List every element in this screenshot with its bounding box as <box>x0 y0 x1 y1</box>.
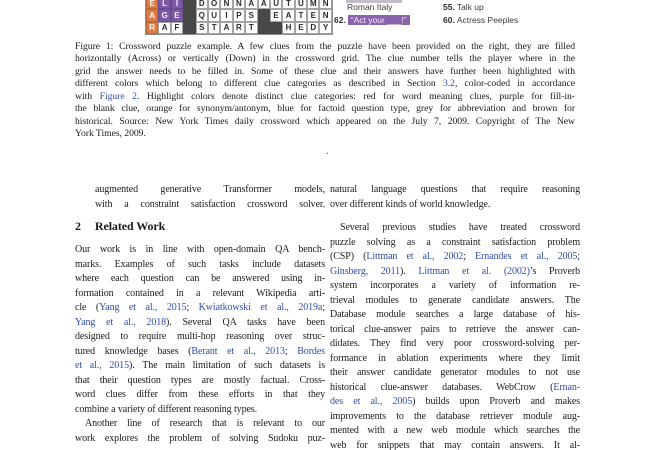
grid-letter-cell: Y <box>319 22 331 34</box>
text-line <box>75 78 575 90</box>
text-segment: ). The main limitation of such datasets is <box>129 360 325 371</box>
grid-letter-cell: R <box>146 22 158 34</box>
clue-list-left <box>334 1 440 27</box>
text-segment: Our work is in line with open-domain QA bench- <box>75 244 325 255</box>
text-segment: horizontally (Across) or vertically (Down) in the crossword grid. The clue number tells the player where in the <box>75 53 575 65</box>
citation-link[interactable]: Bordes <box>297 345 325 357</box>
text-line <box>75 183 325 198</box>
text-line <box>75 287 325 302</box>
grid-letter-cell: A <box>258 0 270 9</box>
text-segment: trieval modules to generate candidate answers. The <box>330 294 580 306</box>
grid-letter-cell: T <box>282 0 294 9</box>
text-segment: grid the answer needs to be filled in. Some of these clue and their answers have further been highlighted with <box>75 65 575 77</box>
grid-letter-cell: D <box>307 22 319 34</box>
text-line <box>75 91 575 103</box>
section-heading <box>75 219 325 234</box>
text-line <box>75 243 325 258</box>
citation-link[interactable]: des et al., 2005 <box>330 396 413 407</box>
text-segment: word clues differ from these efforts in that they <box>75 389 325 400</box>
grid-letter-cell: T <box>245 22 257 34</box>
grid-letter-cell: P <box>233 9 245 21</box>
text-segment: that their question types are mostly factual. Cross- <box>75 374 325 386</box>
grid-letter-cell: Q <box>196 9 208 21</box>
text-segment: where each question can be answered using in- <box>75 273 325 284</box>
text-segment: work explores the problem of solving Sudoku puz- <box>75 432 325 444</box>
text-segment: ; <box>322 302 325 313</box>
text-segment: puzzle solving as a constraint satisfaction problem <box>330 236 580 248</box>
text-line <box>330 279 580 294</box>
grid-letter-cell: N <box>220 0 232 9</box>
text-segment: Another line of research that is relevant to our <box>85 418 325 429</box>
text-segment: ). Several QA tasks have been <box>166 316 325 328</box>
text-line <box>330 250 580 265</box>
text-line <box>330 221 580 236</box>
text-line <box>75 53 575 65</box>
text-segment: didates. They find very poor crossword-solving per- <box>330 338 580 349</box>
text-segment: combine a variety of different reasoning types. <box>75 403 257 415</box>
text-segment: marks. Examples of such tasks include datasets <box>75 258 325 270</box>
text-line <box>75 128 575 140</box>
grid-letter-cell: R <box>233 22 245 34</box>
text-segment: natural language questions that require reasoning <box>330 184 580 195</box>
clue-text: Talk up <box>456 2 484 12</box>
grid-letter-cell: E <box>270 9 282 21</box>
grid-letter-cell: N <box>319 9 331 21</box>
grid-black-cell <box>258 22 270 34</box>
citation-link[interactable]: Ernan- <box>553 381 580 393</box>
text-line <box>330 236 580 251</box>
citation-link[interactable]: Ginsberg, 2011 <box>330 265 401 277</box>
text-segment: the blank clue, orange for synonym/antonym, blue for factoid question type, grey for abbreviation and brown for <box>75 103 575 115</box>
grid-letter-cell: S <box>245 9 257 21</box>
text-segment: (CSP) ( <box>330 251 367 262</box>
text-line <box>75 41 575 53</box>
grid-letter-cell: H <box>282 22 294 34</box>
text-line <box>330 265 580 280</box>
text-segment: ’s Proverb <box>529 265 580 277</box>
grid-letter-cell: U <box>208 9 220 21</box>
grid-row <box>146 0 332 9</box>
text-line <box>330 352 580 367</box>
text-line <box>75 417 325 432</box>
text-segment: ; <box>186 302 199 313</box>
text-segment: cle ( <box>75 302 100 313</box>
clue-number: 60. <box>443 15 455 25</box>
text-segment: system incorporates a variety of information re- <box>330 280 580 291</box>
grid-letter-cell: A <box>146 9 158 21</box>
text-line <box>75 272 325 287</box>
divider-dot: . <box>326 146 329 157</box>
text-segment: Figure 1: Crossword puzzle example. A few clues from the puzzle have been provided on the right, they are filled <box>75 41 575 52</box>
grid-letter-cell: E <box>146 0 158 9</box>
text-segment: mented with a new web module which searches the <box>330 425 580 436</box>
grid-letter-cell: N <box>233 0 245 9</box>
text-segment: formance in ablation experiments where they limit <box>330 352 580 364</box>
clue-item <box>334 14 440 27</box>
text-line <box>330 294 580 309</box>
text-segment: ; <box>284 345 298 357</box>
text-line <box>330 395 580 410</box>
text-segment: improvements to the database retriever module aug- <box>330 410 580 422</box>
text-segment: York Times, 2009. <box>75 128 146 140</box>
text-line <box>330 323 580 338</box>
text-segment: designed to require multi-hop reasoning over struc- <box>75 331 325 342</box>
text-segment: ). <box>400 265 419 277</box>
text-line <box>75 359 325 374</box>
right-column-paragraphs <box>330 183 580 450</box>
grid-letter-cell: A <box>158 22 170 34</box>
clue-item <box>443 14 563 27</box>
grid-letter-cell: N <box>319 0 331 9</box>
grid-letter-cell: S <box>196 22 208 34</box>
text-line <box>330 381 580 396</box>
text-line <box>330 366 580 381</box>
citation-link[interactable]: Figure 2 <box>99 90 137 102</box>
text-segment: historical clue-answer databases. WebCrow ( <box>330 381 554 393</box>
crossword-grid <box>145 0 333 35</box>
text-line <box>75 374 325 389</box>
citation-link[interactable]: Yang et al., 2018 <box>75 316 167 328</box>
text-segment: their answer candidate generator modules to not use <box>330 367 580 378</box>
grid-row <box>146 9 332 21</box>
section-number: 2 <box>75 219 81 233</box>
citation-link[interactable]: Ernandes et al., 2005 <box>475 251 578 262</box>
text-segment: Database module searches a large database of his- <box>330 309 580 320</box>
grid-letter-cell: U <box>295 0 307 9</box>
section-title: Related Work <box>94 219 166 233</box>
text-segment: ) builds upon Proverb and makes <box>412 396 580 407</box>
citation-link[interactable]: et al., 2015 <box>75 360 129 371</box>
text-segment: ; <box>577 251 580 262</box>
grid-letter-cell: E <box>171 9 183 21</box>
clue-text-highlighted: “Act your ___!” <box>348 15 410 25</box>
text-segment: ; <box>463 251 476 262</box>
grid-black-cell <box>270 22 282 34</box>
clue-text: Actress Peeples <box>456 15 519 25</box>
grid-letter-cell: L <box>158 0 170 9</box>
text-segment: different colors which belong to different clue categories as described in Section <box>75 78 443 90</box>
grid-letter-cell: E <box>307 9 319 21</box>
text-segment: with <box>75 90 100 102</box>
text-segment: augmented generative Transformer models, <box>95 184 325 195</box>
grid-letter-cell: E <box>295 22 307 34</box>
citation-link[interactable]: Littman et al. (2002) <box>418 265 530 277</box>
grid-letter-cell: M <box>307 0 319 9</box>
text-line <box>75 432 325 447</box>
clue-number: 62. <box>334 15 346 25</box>
grid-letter-cell: F <box>171 22 183 34</box>
grid-black-cell <box>258 9 270 21</box>
text-segment: tured knowledge bases ( <box>75 345 192 357</box>
text-line <box>75 330 325 345</box>
body-column-right <box>330 183 580 450</box>
text-line <box>75 116 575 128</box>
grid-letter-cell: I <box>171 0 183 9</box>
body-column-left <box>75 183 325 450</box>
grid-letter-cell: G <box>158 9 170 21</box>
grid-letter-cell: U <box>270 0 282 9</box>
text-line <box>330 439 580 450</box>
text-line <box>75 258 325 273</box>
citation-link[interactable]: Littman et al., 2002 <box>366 251 464 262</box>
grid-letter-cell: T <box>208 22 220 34</box>
grid-black-cell <box>183 22 195 34</box>
text-line <box>330 337 580 352</box>
text-segment: over different kinds of world knowledge. <box>330 198 491 210</box>
text-line <box>75 388 325 403</box>
citation-link[interactable]: Yang et al., 2015 <box>99 302 187 313</box>
text-line <box>330 410 580 425</box>
text-line <box>330 183 580 198</box>
text-line <box>75 345 325 360</box>
clue-number: 55. <box>443 2 455 12</box>
related-work-paragraphs <box>75 243 325 446</box>
text-line <box>330 308 580 323</box>
figure-caption <box>75 41 575 141</box>
citation-link[interactable]: Berant et al., 2013 <box>191 345 285 357</box>
text-segment: with a constraint satisfaction crossword solver. <box>95 198 325 210</box>
grid-letter-cell: A <box>220 22 232 34</box>
text-segment: , color-coded in accordance <box>454 78 575 90</box>
text-segment: formation contained in a relevant Wikipedia arti- <box>75 287 325 299</box>
text-line <box>75 316 325 331</box>
text-segment: historical. Source: New York Times daily crossword which appeared on the July 7, 2009. Copyright of The New <box>75 115 575 127</box>
grid-letter-cell: I <box>220 9 232 21</box>
text-segment: web for snippets that may contain answers. It al- <box>330 439 580 450</box>
text-segment: . Highlight colors denote distinct clue categories: red for word meaning clues, purple for fill-in- <box>136 90 575 102</box>
text-line <box>75 301 325 316</box>
clue-item <box>443 1 563 14</box>
text-line <box>75 103 575 115</box>
grid-letter-cell: T <box>295 9 307 21</box>
clue-list-right <box>443 1 563 27</box>
grid-row <box>146 22 332 34</box>
text-line <box>75 66 575 78</box>
text-line <box>75 198 325 213</box>
citation-link[interactable]: Kwiatkowski et al., 2019a <box>198 302 323 313</box>
text-segment: Several previous studies have treated crossword <box>340 222 580 233</box>
grid-black-cell <box>183 9 195 21</box>
text-segment: torical clue-answer pairs to retrieve the answer can- <box>330 323 580 335</box>
grid-letter-cell: D <box>196 0 208 9</box>
grid-letter-cell: A <box>282 9 294 21</box>
clue-text: Roman Italy <box>347 2 393 12</box>
hanging-paragraph-end <box>75 183 325 212</box>
clue-item <box>334 1 440 14</box>
citation-link[interactable]: 3.2 <box>442 78 455 90</box>
grid-letter-cell: O <box>208 0 220 9</box>
text-line <box>330 424 580 439</box>
grid-letter-cell: A <box>245 0 257 9</box>
text-line <box>330 198 580 213</box>
grid-black-cell <box>183 0 195 9</box>
text-line <box>75 403 325 418</box>
